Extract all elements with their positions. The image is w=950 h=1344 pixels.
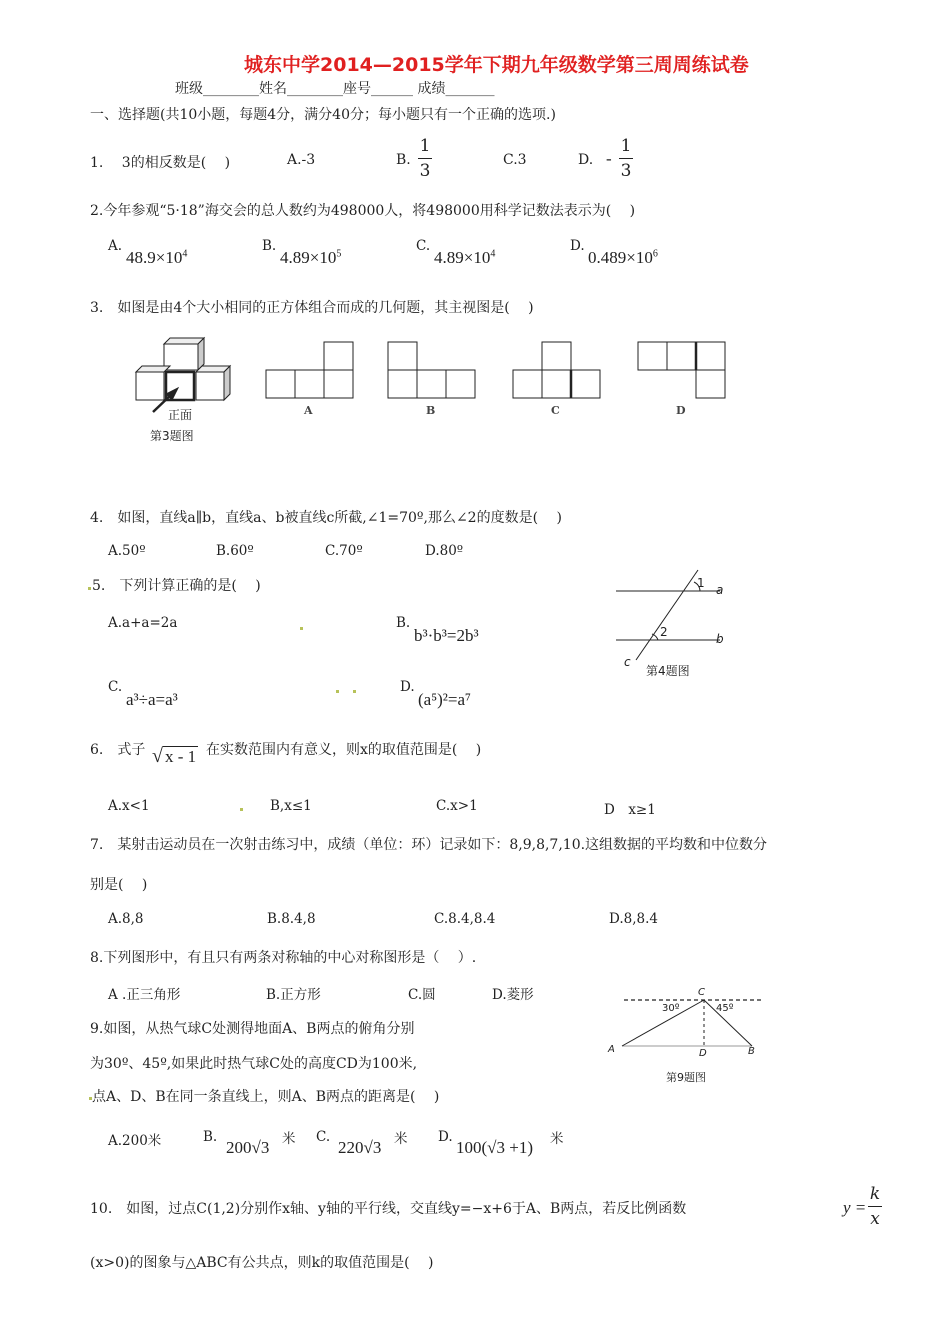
- header-fields: 班级________姓名________座号______ 成绩_______: [175, 81, 495, 97]
- q1-b-denominator: 3: [419, 161, 431, 181]
- q3-figures: [0, 330, 950, 470]
- q9-option-c: 220√3: [338, 1138, 382, 1157]
- q10-func-numerator: k: [869, 1184, 881, 1204]
- q4-label-b: b: [716, 632, 724, 646]
- section-heading: 一、选择题(共10小题，每题4分，满分40分；每小题只有一个正确的选项.): [90, 107, 556, 123]
- q3-c-cell4: [542, 342, 571, 370]
- q2-d-exponent: 6: [652, 248, 658, 260]
- q2-option-d-label: D.: [570, 238, 585, 254]
- q9-option-b: 200√3: [226, 1138, 270, 1157]
- q2-option-a: [126, 248, 187, 268]
- q5-option-d: (a⁵)²=a⁷: [418, 690, 471, 709]
- q6-option-b: B,x≤1: [270, 798, 312, 814]
- q5-option-a: A.a+a=2a: [108, 615, 178, 631]
- q3-cube-left: [136, 372, 164, 400]
- q3-figure-d: [638, 342, 725, 398]
- q8-option-a: A .正三角形: [108, 987, 181, 1003]
- q3-c-cell3: [571, 370, 600, 398]
- q6-stem-post: 在实数范围内有意义，则x的取值范围是( ): [206, 742, 482, 758]
- q7-option-b: B.8.4,8: [267, 911, 316, 927]
- q3-b-cell4: [388, 342, 417, 370]
- q6-stem-pre: 6. 式子: [90, 742, 146, 758]
- q9-option-b-unit: 米: [282, 1131, 296, 1147]
- q3-cube-figure: [136, 338, 230, 412]
- q2-option-b-label: B.: [262, 238, 277, 254]
- q10-stem-line2: (x>0)的图象与△ABC有公共点，则k的取值范围是( ): [90, 1255, 434, 1271]
- q7-stem-line2: 别是( ): [90, 877, 148, 893]
- q3-figure-c: [513, 342, 600, 398]
- q7-stem-line1: 7. 某射击运动员在一次射击练习中，成绩（单位：环）记录如下：8,9,8,7,10.这组数据的平均数和中位数分: [90, 837, 768, 853]
- q9-option-a: A.200米: [108, 1133, 162, 1149]
- q3-figure-b: [388, 342, 475, 398]
- q9-option-c-label: C.: [316, 1129, 331, 1145]
- q1-option-a: A.-3: [287, 152, 316, 168]
- q2-d-base: 0.489×10: [588, 248, 653, 267]
- q9-stem-line2: 为30º、45º,如果此时热气球C处的高度CD为100米,: [90, 1056, 418, 1072]
- q2-option-a-label: A.: [108, 238, 123, 254]
- q2-option-d: [588, 248, 658, 268]
- q4-fig-caption: 第4题图: [646, 664, 690, 678]
- q3-d-cell1: [638, 342, 667, 370]
- q10-func-denominator: x: [870, 1209, 880, 1229]
- q3-b-cell3: [446, 370, 475, 398]
- q4-stem: 4. 如图，直线a∥b，直线a、b被直线c所截,∠1=70º,那么∠2的度数是( ): [90, 510, 562, 526]
- q3-a-cell3: [324, 370, 353, 398]
- q4-option-b: B.60º: [216, 543, 254, 559]
- q2-option-b: [280, 248, 341, 268]
- q1-option-d-label: D.: [578, 152, 594, 168]
- q4-option-d: D.80º: [425, 543, 464, 559]
- q3-d-cell4: [696, 370, 725, 398]
- q6-option-a: A.x<1: [108, 798, 150, 814]
- q3-cube-right-side: [224, 366, 230, 400]
- q1-b-numerator: 1: [419, 136, 431, 156]
- q1-d-denominator: 3: [620, 161, 632, 181]
- q6-option-d: D x≥1: [604, 802, 656, 818]
- q2-a-base: 48.9×10: [126, 248, 183, 267]
- q3-a-cell1: [266, 370, 295, 398]
- q2-option-c-label: C.: [416, 238, 431, 254]
- q3-front-label: 正面: [168, 408, 193, 422]
- q9-option-d-label: D.: [438, 1129, 453, 1145]
- q1-stem: 1. 3的相反数是( ): [90, 155, 231, 171]
- q2-a-exponent: 4: [182, 248, 188, 260]
- q3-stem: 3. 如图是由4个大小相同的正方体组合而成的几何题，其主视图是( ): [90, 300, 534, 316]
- q4-option-a: A.50º: [108, 543, 146, 559]
- q3-b-cell2: [417, 370, 446, 398]
- q4-figure: [610, 562, 750, 672]
- q3-label-d: D: [676, 404, 686, 417]
- q3-label-c: C: [551, 404, 560, 417]
- q10-stem-line1: 10. 如图，过点C(1,2)分别作x轴、y轴的平行线，交直线y=−x+6于A、B两点，若反比例函数: [90, 1201, 687, 1217]
- q3-label-b: B: [426, 404, 436, 417]
- q9-option-b-label: B.: [203, 1129, 218, 1145]
- q4-line-c: [636, 570, 698, 660]
- q4-label-2: 2: [660, 625, 668, 639]
- q10-func-fraction: [868, 1184, 882, 1229]
- q7-option-d: D.8,8.4: [609, 911, 658, 927]
- q2-b-base: 4.89×10: [280, 248, 337, 267]
- q9-stem-line1: 9.如图，从热气球C处测得地面A、B两点的俯角分别: [90, 1021, 415, 1037]
- q2-option-c: [434, 248, 495, 268]
- q1-d-numerator: 1: [620, 136, 632, 156]
- q4-label-1: 1: [697, 576, 705, 590]
- q7-option-a: A.8,8: [108, 911, 144, 927]
- q3-d-cell2: [667, 342, 696, 370]
- q6-radicand: x - 1: [164, 747, 197, 766]
- q9-figure: [612, 990, 782, 1070]
- q5-stem: 5. 下列计算正确的是( ): [92, 578, 261, 594]
- q9-option-d: 100(√3 +1): [456, 1138, 533, 1157]
- q9-option-d-unit: 米: [550, 1131, 564, 1147]
- q5-option-c-label: C.: [108, 679, 123, 695]
- q2-c-base: 4.89×10: [434, 248, 491, 267]
- q9-stem-line3: 点A、D、B在同一条直线上，则A、B两点的距离是( ): [92, 1089, 440, 1105]
- q10-func-lhs: y =: [843, 1198, 867, 1217]
- q9-fig-caption: 第9题图: [666, 1071, 706, 1084]
- q6-sqrt: √ x - 1: [152, 745, 197, 767]
- q1-option-b-fraction: [418, 136, 432, 181]
- q9-label-b: B: [748, 1046, 755, 1057]
- q8-option-c: C.圆: [408, 987, 436, 1003]
- q3-cube-top-top: [164, 338, 204, 344]
- q2-stem: 2.今年参观“5·18”海交会的总人数约为498000人，将498000用科学记数法表示为( ): [90, 203, 636, 219]
- q9-label-c: C: [698, 987, 705, 998]
- q1-option-b-label: B.: [396, 152, 411, 168]
- q3-fig-caption: 第3题图: [150, 429, 194, 443]
- q7-option-c: C.8.4,8.4: [434, 911, 496, 927]
- q3-cube-top-side: [198, 338, 204, 370]
- q3-figure-a: [266, 342, 353, 398]
- q2-c-exponent: 4: [490, 248, 496, 260]
- q9-label-a: A: [608, 1044, 615, 1055]
- q4-angle2-arc: [652, 634, 658, 640]
- q4-label-c: c: [624, 655, 631, 669]
- q2-b-exponent: 5: [336, 248, 342, 260]
- q3-c-cell2: [542, 370, 571, 398]
- q3-a-cell4: [324, 342, 353, 370]
- q8-option-d: D.菱形: [492, 987, 534, 1003]
- q9-angle-30: 30º: [662, 1003, 680, 1014]
- q1-option-c: C.3: [503, 152, 527, 168]
- q3-a-cell2: [295, 370, 324, 398]
- q1-option-d-fraction: [619, 136, 633, 181]
- q3-cube-right: [196, 372, 224, 400]
- q9-option-c-unit: 米: [394, 1131, 408, 1147]
- q9-angle-45: 45º: [716, 1003, 734, 1014]
- q8-option-b: B.正方形: [266, 987, 321, 1003]
- q5-option-d-label: D.: [400, 679, 415, 695]
- q8-stem: 8.下列图形中，有且只有两条对称轴的中心对称图形是（ ）.: [90, 950, 477, 966]
- q4-option-c: C.70º: [325, 543, 363, 559]
- q3-b-cell1: [388, 370, 417, 398]
- q3-d-cell3: [696, 342, 725, 370]
- page-title: 城东中学2014—2015学年下期九年级数学第三周周练试卷: [244, 54, 749, 76]
- q3-c-cell1: [513, 370, 542, 398]
- q6-option-c: C.x>1: [436, 798, 478, 814]
- q1-d-sign: -: [606, 149, 612, 168]
- q4-label-a: a: [716, 583, 724, 597]
- q5-option-c: a³÷a=a³: [126, 690, 178, 709]
- q9-label-d: D: [699, 1048, 707, 1059]
- q3-label-a: A: [304, 404, 313, 417]
- q5-option-b: b³·b³=2b³: [414, 626, 479, 645]
- q5-option-b-label: B.: [396, 615, 411, 631]
